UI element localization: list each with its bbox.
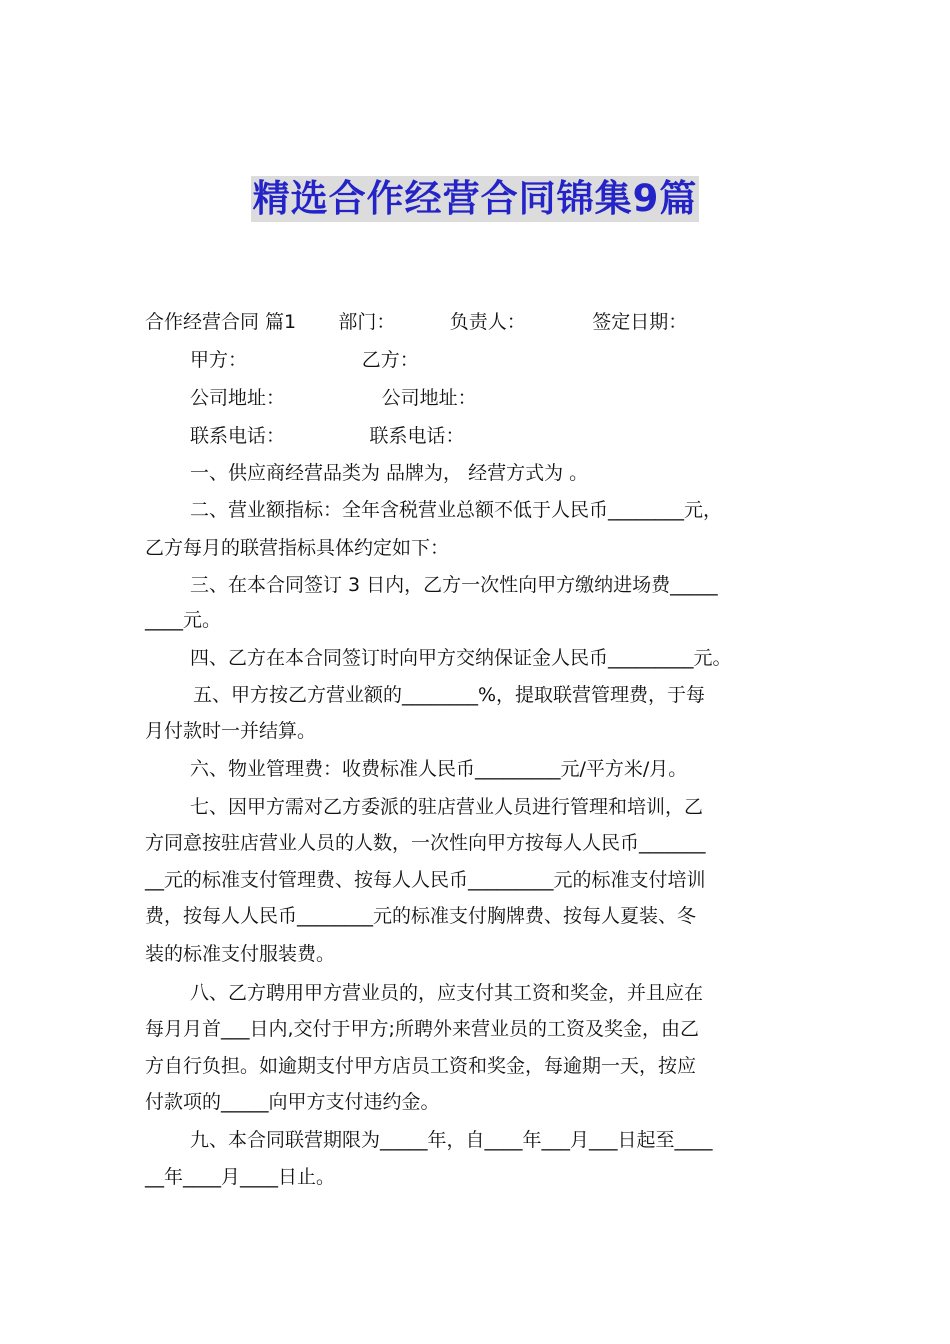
phone-line: 联系电话： 联系电话： <box>190 425 465 447</box>
clause-8-cont-1: 每月月首___日内,交付于甲方;所聘外来营业员的工资及奖金，由乙 <box>145 1018 699 1040</box>
clause-7-cont-3: 费，按每人人民币________元的标准支付胸牌费、按每人夏装、冬 <box>145 905 697 927</box>
clause-7-cont-4: 装的标准支付服装费。 <box>145 943 336 965</box>
clause-2: 二、营业额指标：全年含税营业总额不低于人民币________元， <box>190 499 723 521</box>
clause-5: 五、甲方按乙方营业额的________%，提取联营管理费，于每 <box>193 684 706 706</box>
clause-2-cont: 乙方每月的联营指标具体约定如下： <box>145 537 450 559</box>
clause-8-cont-2: 方自行负担。如逾期支付甲方店员工资和奖金，每逾期一天，按应 <box>145 1055 697 1077</box>
clause-9: 九、本合同联营期限为_____年，自____年___月___日起至____ <box>190 1129 713 1151</box>
clause-9-cont: __年____月____日止。 <box>145 1166 336 1188</box>
clause-3-cont: ____元。 <box>145 609 222 631</box>
clause-6: 六、物业管理费：收费标准人民币_________元/平方米/月。 <box>190 758 688 780</box>
clause-8-cont-3: 付款项的_____向甲方支付违约金。 <box>145 1091 440 1113</box>
clause-8: 八、乙方聘用甲方营业员的，应支付其工资和奖金，并且应在 <box>190 982 704 1004</box>
page-title-container <box>0 176 950 222</box>
address-line: 公司地址： 公司地址： <box>190 387 477 409</box>
clause-1: 一、供应商经营品类为 品牌为， 经营方式为 。 <box>190 462 589 484</box>
clause-5-cont: 月付款时一并结算。 <box>145 720 317 742</box>
clause-3: 三、在本合同签订 3 日内，乙方一次性向甲方缴纳进场费_____ <box>190 574 718 596</box>
header-line: 合作经营合同 篇1 部门： 负责人： 签定日期： <box>145 311 688 333</box>
clause-7-cont-1: 方同意按驻店营业人员的人数，一次性向甲方按每人人民币_______ <box>145 832 706 854</box>
clause-7-cont-2: __元的标准支付管理费、按每人人民币_________元的标准支付培训 <box>145 869 706 891</box>
party-line: 甲方： 乙方： <box>190 349 419 371</box>
clause-4: 四、乙方在本合同签订时向甲方交纳保证金人民币_________元。 <box>190 647 732 669</box>
page-title: 精选合作经营合同锦集9篇 <box>252 177 698 220</box>
clause-7: 七、因甲方需对乙方委派的驻店营业人员进行管理和培训，乙 <box>190 796 704 818</box>
